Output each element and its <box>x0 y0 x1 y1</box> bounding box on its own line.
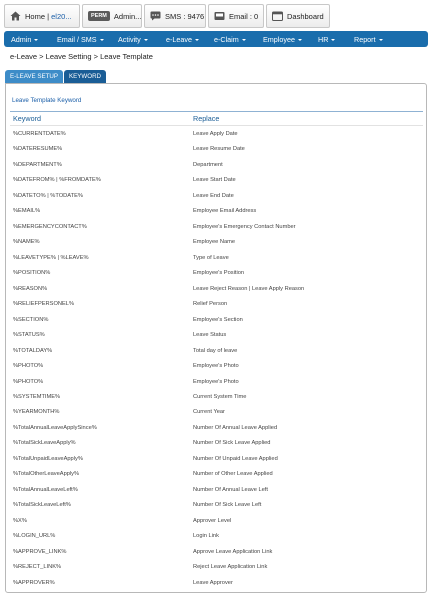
replace-cell: Approve Leave Application Link <box>193 548 273 555</box>
replace-cell: Current Year <box>193 409 225 416</box>
replace-cell: Number Of Unpaid Leave Applied <box>193 455 278 462</box>
table-row <box>10 297 423 312</box>
replace-cell: Leave Status <box>193 332 227 339</box>
keyword-cell: %APPROVER% <box>13 579 55 586</box>
caret-down-icon <box>100 39 104 41</box>
nav-e-leave-label: e-Leave <box>166 35 192 44</box>
replace-cell: Leave Reject Reason | Leave Apply Reason <box>193 285 305 292</box>
sms-button[interactable] <box>144 4 206 28</box>
replace-cell: Number of Other Leave Applied <box>193 471 273 478</box>
keyword-cell: %REJECT_LINK% <box>13 564 62 571</box>
nav-email-sms-label: Email / SMS <box>57 35 97 44</box>
table-row <box>10 560 423 575</box>
table-row <box>10 576 423 591</box>
calendar-icon <box>272 11 283 21</box>
nav-hr-label: HR <box>318 35 329 44</box>
table-row <box>10 405 423 420</box>
replace-cell: Type of Leave <box>193 254 229 261</box>
caret-down-icon <box>144 39 148 41</box>
nav-e-leave[interactable] <box>166 35 199 44</box>
breadcrumb: e-Leave > Leave Setting > Leave Template <box>10 52 153 61</box>
replace-cell: Employee's Section <box>193 316 243 323</box>
keyword-cell: %PHOTO% <box>13 363 44 370</box>
replace-cell: Employee's Position <box>193 270 245 277</box>
replace-cell: Number Of Sick Leave Applied <box>193 440 271 447</box>
table-row <box>10 483 423 498</box>
table-row <box>10 436 423 451</box>
tab-keyword[interactable]: KEYWORD <box>64 70 106 83</box>
header-replace: Replace <box>193 114 220 123</box>
keyword-cell: %SECTION% <box>13 316 49 323</box>
nav-activity[interactable] <box>118 35 148 44</box>
table-header <box>10 112 423 126</box>
replace-cell: Leave Resume Date <box>193 146 245 153</box>
keyword-cell: %X% <box>13 517 27 524</box>
table-row <box>10 282 423 297</box>
keyword-cell: %TotalAnnualLeaveApplySince% <box>13 424 97 431</box>
nav-activity-label: Activity <box>118 35 141 44</box>
replace-cell: Number Of Annual Leave Left <box>193 486 268 493</box>
keyword-cell: %DATETO% | %TODATE% <box>13 192 83 199</box>
perm-badge: PERM <box>88 11 110 21</box>
replace-cell: Employee's Photo <box>193 363 239 370</box>
home-link[interactable]: el20... <box>51 11 72 21</box>
table-row <box>10 452 423 467</box>
keyword-cell: %STATUS% <box>13 332 45 339</box>
keyword-cell: %DATERESUME% <box>13 146 63 153</box>
table-row <box>10 467 423 482</box>
table-row <box>10 142 423 157</box>
nav-employee[interactable] <box>263 35 302 44</box>
table-row <box>10 251 423 266</box>
nav-admin-label: Admin <box>11 35 32 44</box>
email-button[interactable] <box>208 4 264 28</box>
replace-cell: Leave Approver <box>193 579 233 586</box>
top-toolbar <box>4 4 332 28</box>
admin-perm-button[interactable] <box>82 4 142 28</box>
keyword-cell: %LEAVETYPE% | %LEAVE% <box>13 254 89 261</box>
replace-cell: Leave Start Date <box>193 177 236 184</box>
caret-down-icon <box>298 39 302 41</box>
keyword-cell: %TotalOtherLeaveApply% <box>13 471 80 478</box>
keyword-cell: %REASON% <box>13 285 48 292</box>
keyword-cell: %POSITION% <box>13 270 51 277</box>
inbox-icon <box>214 11 225 21</box>
replace-cell: Number Of Annual Leave Applied <box>193 424 278 431</box>
tab-bar <box>5 70 107 83</box>
caret-down-icon <box>379 39 383 41</box>
replace-cell: Number Of Sick Leave Left <box>193 502 262 509</box>
nav-email-sms[interactable] <box>57 35 104 44</box>
keyword-cell: %LOGIN_URL% <box>13 533 56 540</box>
table-row <box>10 390 423 405</box>
keyword-cell: %TotalSickLeaveApply% <box>13 440 76 447</box>
table-row <box>10 498 423 513</box>
keyword-cell: %PHOTO% <box>13 378 44 385</box>
keyword-cell: %CURRENTDATE% <box>13 131 66 137</box>
replace-cell: Employee's Emergency Contact Number <box>193 223 296 230</box>
replace-cell: Employee Name <box>193 239 236 246</box>
home-label: Home <box>25 11 46 21</box>
keyword-cell: %NAME% <box>13 239 40 246</box>
replace-cell: Leave Apply Date <box>193 131 238 137</box>
keyword-cell: %TOTALDAY% <box>13 347 53 354</box>
table-row <box>10 375 423 390</box>
sms-label: SMS : 9476 <box>165 11 205 21</box>
nav-e-claim-label: e-Claim <box>214 35 239 44</box>
table-row <box>10 359 423 374</box>
caret-down-icon <box>34 39 38 41</box>
panel-title: Leave Template Keyword <box>12 97 82 104</box>
keyword-cell: %EMAIL% <box>13 208 41 215</box>
table-row <box>10 328 423 343</box>
nav-report[interactable] <box>354 35 383 44</box>
caret-down-icon <box>195 39 199 41</box>
table-row <box>10 545 423 560</box>
nav-employee-label: Employee <box>263 35 295 44</box>
nav-report-label: Report <box>354 35 376 44</box>
home-icon <box>10 11 21 21</box>
replace-cell: Total day of leave <box>193 347 238 354</box>
replace-cell: Employee's Photo <box>193 378 239 385</box>
keyword-cell: %TotalAnnualLeaveLeft% <box>13 486 78 493</box>
table-row <box>10 173 423 188</box>
nav-e-claim[interactable] <box>214 35 246 44</box>
table-row <box>10 421 423 436</box>
main-navbar <box>4 31 428 47</box>
replace-cell: Employee Email Address <box>193 208 257 215</box>
tab-e-leave-setup[interactable]: E-LEAVE SETUP <box>5 70 63 83</box>
admin-label: Admin... <box>113 11 142 21</box>
keyword-cell: %SYSTEMTIME% <box>13 393 61 400</box>
caret-down-icon <box>331 39 335 41</box>
table-row <box>10 204 423 219</box>
table-row <box>10 158 423 173</box>
table-row <box>10 529 423 544</box>
keyword-table <box>10 111 423 586</box>
keyword-cell: %RELIEFPERSONEL% <box>13 301 75 308</box>
table-row <box>10 344 423 359</box>
header-keyword: Keyword <box>13 114 41 123</box>
replace-cell: Relief Person <box>193 301 228 308</box>
keyword-cell: %EMERGENCYCONTACT% <box>13 223 87 230</box>
table-row <box>10 235 423 250</box>
email-label: Email : 0 <box>229 11 259 21</box>
dashboard-button[interactable] <box>266 4 330 28</box>
keyword-panel <box>5 83 427 593</box>
table-row <box>10 266 423 281</box>
caret-down-icon <box>242 39 246 41</box>
dashboard-label: Dashboard <box>287 11 324 21</box>
table-row <box>10 220 423 235</box>
replace-cell: Reject Leave Application Link <box>193 564 268 571</box>
home-button[interactable]: Home | el20... <box>4 4 80 28</box>
replace-cell: Department <box>193 161 223 168</box>
replace-cell: Approver Level <box>193 517 232 524</box>
replace-cell: Leave End Date <box>193 192 234 199</box>
nav-admin[interactable] <box>11 35 38 44</box>
keyword-cell: %TotalUnpaidLeaveApply% <box>13 455 83 462</box>
table-row <box>10 127 423 142</box>
keyword-cell: %YEARMONTH% <box>13 409 60 416</box>
keyword-cell: %TotalSickLeaveLeft% <box>13 502 71 509</box>
table-row <box>10 514 423 529</box>
keyword-cell: %APPROVE_LINK% <box>13 548 67 555</box>
keyword-cell: %DEPARTMENT% <box>13 161 62 168</box>
replace-cell: Current System Time <box>193 393 247 400</box>
nav-hr[interactable] <box>318 35 335 44</box>
table-row <box>10 189 423 204</box>
table-body <box>10 127 423 591</box>
keyword-cell: %DATEFROM% | %FROMDATE% <box>13 177 101 184</box>
chat-icon <box>150 11 161 21</box>
replace-cell: Login Link <box>193 533 219 540</box>
table-row <box>10 313 423 328</box>
